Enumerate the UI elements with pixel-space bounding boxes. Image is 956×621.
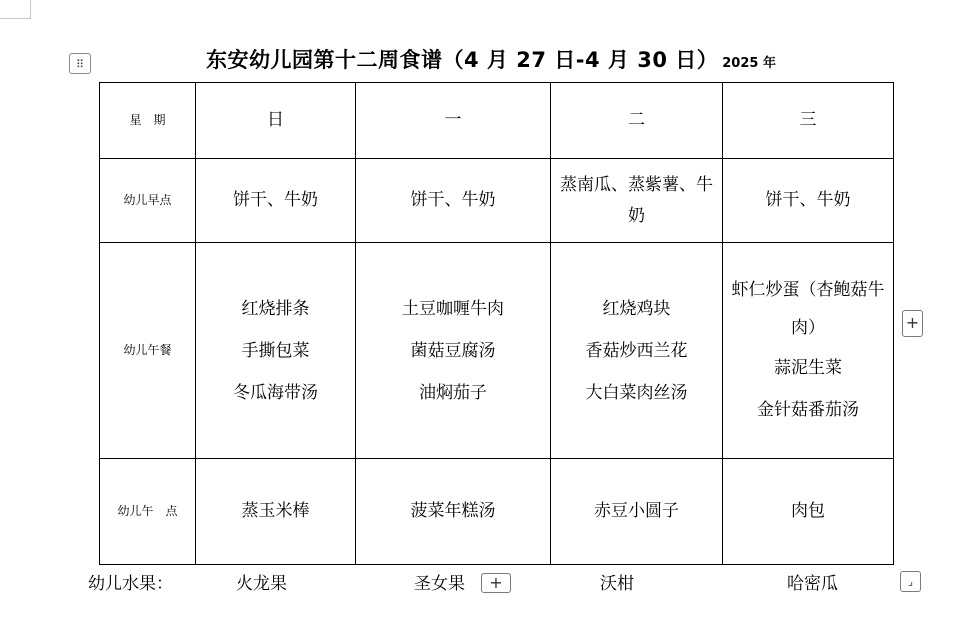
lunch-wed [723, 243, 894, 459]
snack-label: 幼儿午 点 [100, 459, 196, 565]
breakfast-tue [551, 159, 723, 243]
day-header-mon: 一 [356, 83, 551, 159]
day-header-tue: 二 [551, 83, 723, 159]
header-row [100, 83, 894, 159]
title-main: 东安幼儿园第十二周食谱（4 月 27 日-4 月 30 日） [206, 48, 719, 72]
menu-item: 赤豆小圆子 [594, 501, 679, 521]
snack-row [100, 459, 894, 565]
lunch-label: 幼儿午餐 [100, 243, 196, 459]
menu-item: 饼干、牛奶 [233, 190, 318, 210]
lunch-tue [551, 243, 723, 459]
add-column-icon[interactable]: + [902, 310, 923, 337]
breakfast-label: 幼儿早点 [100, 159, 196, 243]
breakfast-wed [723, 159, 894, 243]
add-row-icon[interactable]: + [481, 573, 511, 593]
snack-wed [723, 459, 894, 565]
menu-item: 饼干、牛奶 [765, 190, 851, 210]
menu-item: 菌菇豆腐汤 [410, 340, 496, 361]
menu-item: 土豆咖喱牛肉 [402, 298, 504, 319]
lunch-mon [356, 243, 551, 459]
fruit-wed: 哈密瓜 [787, 574, 838, 594]
fruit-label: 幼儿水果： [88, 574, 173, 594]
menu-item: 冬瓜海带汤 [233, 382, 318, 403]
menu-table [99, 82, 894, 565]
menu-item: 蒜泥生菜 [774, 357, 842, 378]
page-corner-mark [0, 0, 31, 19]
menu-item: 金针菇番茄汤 [757, 399, 859, 420]
fruit-sun: 火龙果 [236, 574, 287, 594]
snack-mon [356, 459, 551, 565]
weekday-label: 星 期 [100, 83, 196, 159]
menu-item: 肉包 [791, 501, 825, 521]
day-header-sun: 日 [196, 83, 356, 159]
breakfast-mon [356, 159, 551, 243]
lunch-sun [196, 243, 356, 459]
lunch-row [100, 243, 894, 459]
table-resize-handle-icon[interactable]: ⌟ [900, 571, 921, 592]
table-move-handle-icon[interactable]: ⠿ [69, 53, 91, 74]
menu-item: 蒸南瓜、蒸紫薯、牛奶 [560, 174, 713, 226]
fruit-tue: 沃柑 [600, 574, 634, 594]
menu-item: 蒸玉米棒 [241, 501, 310, 521]
menu-item: 菠菜年糕汤 [410, 501, 496, 521]
menu-item: 手撕包菜 [241, 340, 310, 361]
fruit-mon: 圣女果 [414, 574, 465, 594]
breakfast-row [100, 159, 894, 243]
snack-tue [551, 459, 723, 565]
menu-item: 油焖茄子 [419, 382, 487, 403]
breakfast-sun [196, 159, 356, 243]
menu-item: 虾仁炒蛋（杏鲍菇牛肉） [731, 279, 885, 338]
menu-item: 大白菜肉丝汤 [585, 382, 688, 403]
menu-item: 红烧鸡块 [602, 298, 671, 319]
menu-item: 香菇炒西兰花 [585, 340, 688, 361]
menu-item: 红烧排条 [241, 298, 310, 319]
page-title [206, 44, 776, 74]
day-header-wed: 三 [723, 83, 894, 159]
snack-sun [196, 459, 356, 565]
menu-item: 饼干、牛奶 [410, 190, 496, 210]
title-year: 2025 年 [722, 56, 776, 71]
